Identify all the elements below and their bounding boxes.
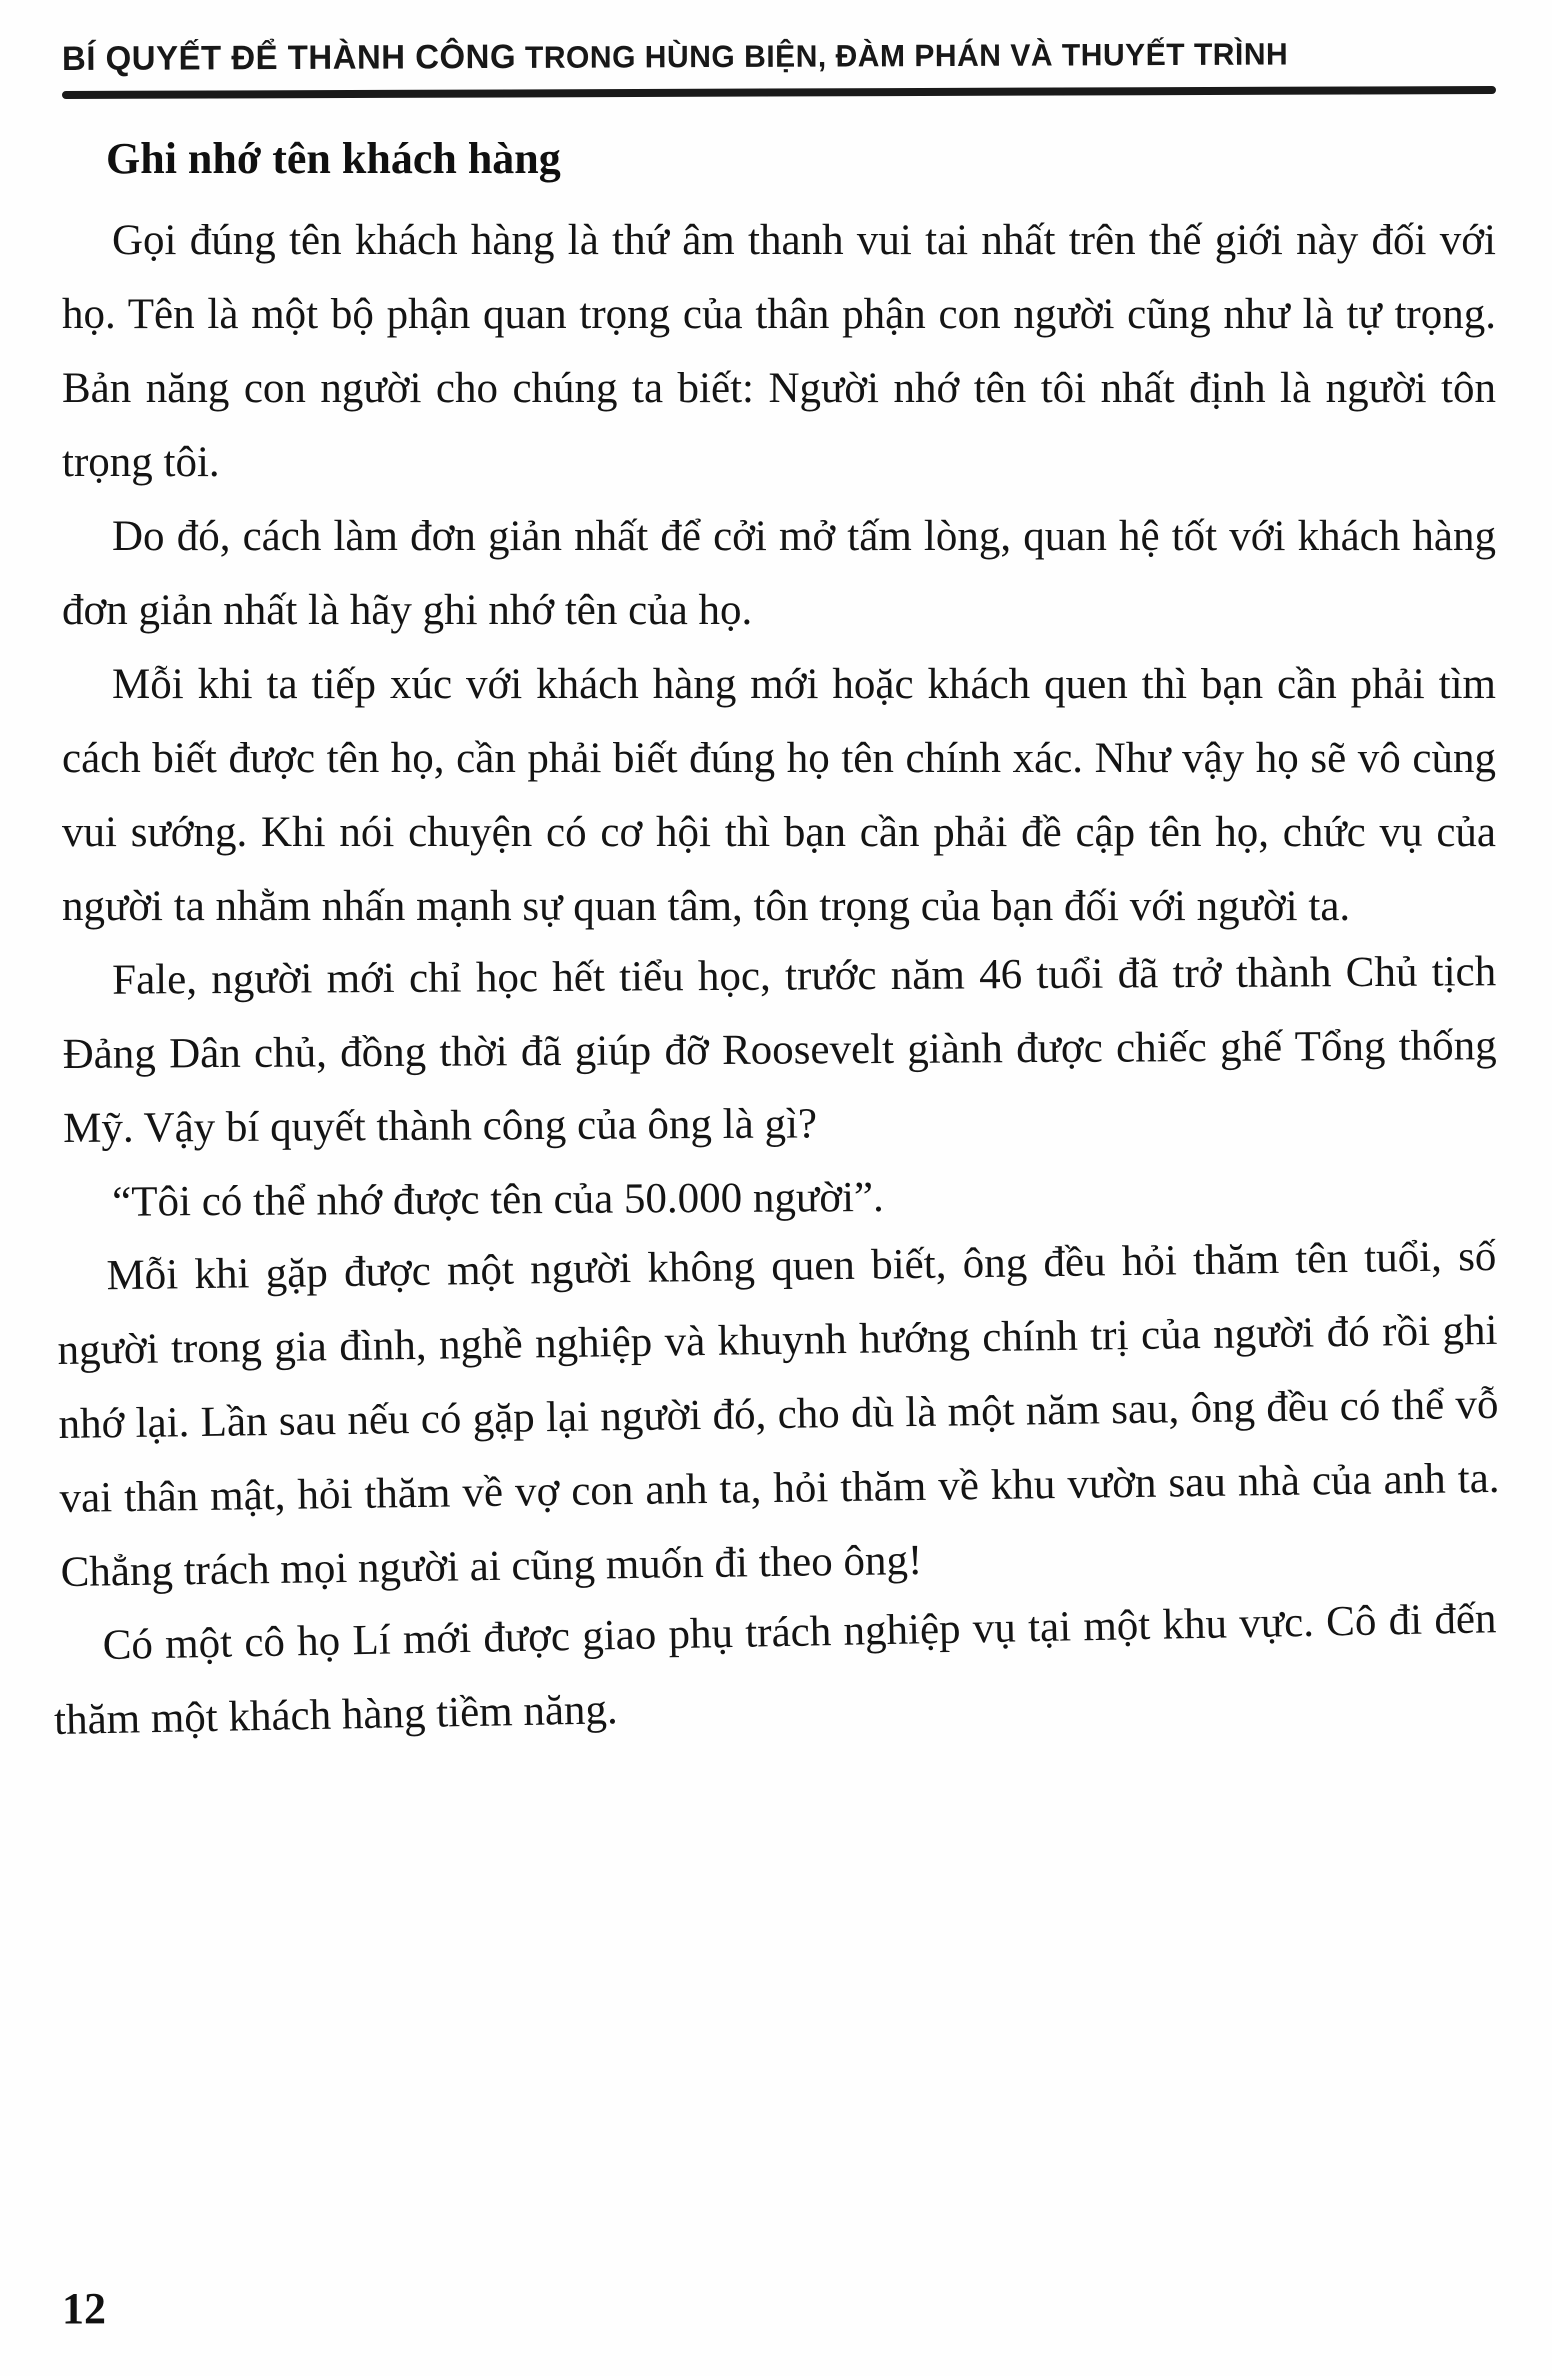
running-header: [62, 34, 1453, 79]
section-heading: Ghi nhớ tên khách hàng: [106, 134, 561, 183]
running-header-subtitle: TRONG HÙNG BIỆN, ĐÀM PHÁN VÀ THUYẾT TRÌNH: [516, 36, 1289, 75]
paragraph: Mỗi khi ta tiếp xúc với khách hàng mới hoặc khách quen thì bạn cần phải tìm cách biết được tên họ, cần phải biết đúng họ tên chính xác. Như vậy họ sẽ vô cùng vui sướng. Khi nói chuyện có cơ hội thì bạn cần phải đề cập tên họ, chức vụ của người ta nhằm nhấn mạnh sự quan tâm, tôn trọng của bạn đối với người ta.: [62, 661, 1496, 930]
paragraph-quote: “Tôi có thể nhớ được tên của 50.000 người”.: [112, 1173, 884, 1226]
paragraph: Có một cô họ Lí mới được giao phụ trách nghiệp vụ tại một khu vực. Cô đi đến thăm một khách hàng tiềm năng.: [53, 1595, 1497, 1744]
paragraph: Mỗi khi gặp được một người không quen biết, ông đều hỏi thăm tên tuổi, số người trong gia đình, nghề nghiệp và khuynh hướng chính trị của người đó rồi ghi nhớ lại. Lần sau nếu có gặp lại người đó, cho dù là một năm sau, ông đều có thể vỗ vai thân mật, hỏi thăm về vợ con anh ta, hỏi thăm về khu vườn sau nhà của anh ta. Chẳng trách mọi người ai cũng muốn đi theo ông!: [57, 1232, 1500, 1596]
page-number: 12: [62, 2284, 106, 2333]
running-header-title: BÍ QUYẾT ĐỂ THÀNH CÔNG: [61, 37, 517, 78]
paragraph: Do đó, cách làm đơn giản nhất để cởi mở tấm lòng, quan hệ tốt với khách hàng đơn giản nhất là hãy ghi nhớ tên của họ.: [62, 513, 1496, 634]
header-rule: [62, 86, 1496, 99]
page-header: [61, 36, 1496, 99]
paragraph: Gọi đúng tên khách hàng là thứ âm thanh vui tai nhất trên thế giới này đối với họ. Tên là một bộ phận quan trọng của thân phận con người cũng như là tự trọng. Bản năng con người cho chúng ta biết: Người nhớ tên tôi nhất định là người tôn trọng tôi.: [62, 217, 1496, 486]
paragraph: Fale, người mới chỉ học hết tiểu học, trước năm 46 tuổi đã trở thành Chủ tịch Đảng Dân chủ, đồng thời đã giúp đỡ Roosevelt giành được chiếc ghế Tổng thống Mỹ. Vậy bí quyết thành công của ông là gì?: [62, 948, 1497, 1152]
